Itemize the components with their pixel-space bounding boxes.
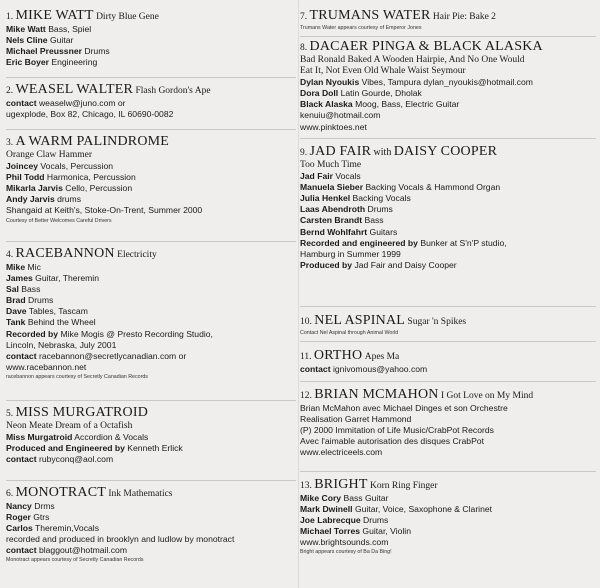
credit-name: Carlos [6,523,33,534]
separator [6,77,296,78]
credit-name: Roger [6,512,31,523]
credit-name: Nels Cline [6,35,48,46]
track-title: Eat It, Not Even Old Whale Waist Seymour [300,66,466,77]
credit-role: Bass Guitar [343,493,389,503]
credit-role: Vocals [335,171,361,182]
credit-role: Guitar [49,35,74,46]
website: www.pinktoes.net [300,121,367,132]
credit-role: Drms [34,501,55,511]
contact-label: contact [300,364,331,374]
website: www.electriceels.com [300,447,383,458]
contact-value: rubyconq@aol.com [38,454,114,465]
credit-role: Harmonica, Percussion [46,172,136,183]
recording-note [6,329,296,340]
separator [6,400,296,401]
track-title: Electricity [117,250,157,260]
contact-line [300,364,596,375]
contact-line [6,454,296,465]
credit-name: Julia Henkel [300,193,351,204]
credit-role: Bass, Spiel [48,24,92,34]
credit-name: Nancy [6,501,32,511]
credit-role: Bass [21,284,41,295]
producer-line [6,443,296,454]
credit-line [300,193,596,204]
separator [6,480,296,481]
track-1 [6,9,296,68]
contact-label: contact [6,350,37,361]
credit-name: Mikarla Jarvis [6,183,63,194]
credit-role: Behind the Wheel [27,317,96,328]
credit-name: Michael Torres [300,526,361,537]
separator [300,471,596,472]
credit-role: Moog, Bass, Electric Guitar [355,99,460,110]
credit-text: Avec l'aimable autorisation des disques CrabPot [300,436,484,447]
artist-name: RACEBANNON [15,246,115,261]
track-title: Sugar 'n Spikes [407,317,467,327]
track-heading [300,349,596,364]
track-10 [300,314,596,337]
produced-value: Jad Fair and Daisy Cooper [354,259,457,270]
track-heading [6,135,296,150]
track-2 [6,83,296,120]
track-3 [6,135,296,225]
credit-role: Guitars [369,226,398,237]
credit-text: (P) 2000 Immitation of Life Music/CrabPot Records [300,425,494,436]
artist-name: TRUMANS WATER [309,8,431,23]
credit-name: Joe Labrecque [300,515,361,526]
track-title: I Got Love on My Mind [441,391,534,401]
artist-name: MISS MURGATROID [15,405,149,420]
credit-line [300,526,596,537]
credit-line [6,306,296,317]
credit-name: Sal [6,284,19,295]
separator [300,306,596,307]
recorded-label: Recorded and engineered by [300,237,418,248]
courtesy-note: Courtesy of Better Welcomes Careful Drivers [6,217,112,224]
credit-role: Guitar, Violin [362,526,411,537]
credit-role: Drums [84,46,110,57]
credit-role: Bass [364,215,384,226]
credit-role: Guitar, Voice, Saxophone & Clarinet [354,504,493,515]
artist-name: DACAER PINGA & BLACK ALASKA [309,39,543,54]
track-heading [6,486,296,501]
credit-line [300,215,596,226]
track-5 [6,406,296,465]
artist-name: DAISY COOPER [393,144,498,159]
artist-name: BRIAN MCMAHON [314,387,439,402]
credit-line [6,284,296,295]
credit-name: Brad [6,295,26,306]
track-heading [300,9,596,24]
column-divider [298,0,299,588]
credit-line [300,171,596,182]
track-number: 12. [300,391,312,401]
credit-name: Laas Abendroth [300,204,366,215]
credit-name: Manuela Sieber [300,182,364,193]
track-8 [300,40,596,133]
credit-name: Joincey [6,161,39,172]
track-title: Bad Ronald Baked A Wooden Hairpie, And No One Would [300,55,525,65]
credit-line [6,194,296,205]
recorded-value: Hamburg in Summer 1999 [300,248,401,259]
track-title: Orange Claw Hammer [6,150,92,160]
credit-line [6,295,296,306]
credit-role: Drums [367,204,393,215]
credit-text: Brian McMahon avec Michael Dinges et son Orchestre [300,403,508,413]
artist-name: NEL ASPINAL [314,313,406,328]
credit-role: Cello, Percussion [65,183,133,194]
contact-label: contact [6,454,37,465]
contact-line [6,545,296,556]
recorded-label: Recorded by [6,328,59,339]
contact-value: www.racebannon.net [6,361,87,372]
track-number: 6. [6,489,14,499]
credit-name: Andy Jarvis [6,194,55,205]
credit-role: drums [57,194,82,205]
credit-line [6,24,296,35]
track-title: Korn Ring Finger [369,481,438,491]
producer-line [300,260,596,271]
recording-note [300,238,596,249]
credit-text: Realisation Garret Hammond [300,414,412,425]
credit-role: Drums [27,295,54,306]
separator [6,129,296,130]
credit-name: Mike Watt [6,24,46,34]
credit-name: Carsten Brandt [300,215,363,226]
contact-value: ignivomous@yahoo.com [332,364,428,374]
track-7 [300,9,596,32]
track-title: Dirty Blue Gene [96,12,159,22]
credit-role: Backing Vocals & Hammond Organ [365,182,501,193]
credit-line [300,515,596,526]
credit-line [6,57,296,68]
courtesy-note: Monotract appears courtesy of Secretly Canadian Records [6,557,144,564]
credit-role: Backing Vocals [352,193,411,204]
contact-line [6,98,296,109]
contact-value: blaggout@hotmail.com [38,545,127,556]
track-4 [6,247,296,381]
track-heading [6,9,296,24]
credit-name: Dylan Nyoukis [300,77,360,88]
credit-line [6,273,296,284]
contact-value: weaselw@juno.com or [38,98,126,108]
credit-line [6,262,296,273]
track-heading [300,478,596,493]
track-number: 3. [6,138,14,148]
separator [300,138,596,139]
contact-value: racebannon@secretlycanadian.com or [38,350,187,361]
track-13 [300,478,596,556]
with-word: with [373,147,392,158]
track-title: Ink Mathematics [108,489,173,499]
contact-label: contact [6,545,37,556]
track-number: 4. [6,250,14,260]
credit-line [6,512,296,523]
track-number: 9. [300,148,308,158]
courtesy-note: Trumans Water appears courtesy of Emperor Jones [300,25,422,31]
website: www.brightsounds.com [300,537,389,548]
artist-name: A WARM PALINDROME [15,134,170,149]
track-number: 10. [300,317,312,327]
track-number: 7. [300,12,308,22]
recording-note: recorded and produced in brooklyn and ludlow by monotract [6,534,235,545]
track-number: 2. [6,86,14,96]
separator [300,36,596,37]
track-number: 13. [300,481,312,491]
credit-role: Gtrs [33,512,50,523]
separator [6,241,296,242]
artist-name: WEASEL WALTER [15,82,134,97]
track-heading [6,406,296,421]
courtesy-note: racebannon appears courtesy of Secretly Canadian Records [6,373,148,380]
recorded-value: Mike Mogis @ Presto Recording Studio, [60,328,213,339]
credit-role: Latin Gourde, Dholak [340,88,422,99]
recorded-value: Lincoln, Nebraska, July 2001 [6,339,117,350]
track-heading [6,247,296,262]
credit-line [6,501,296,512]
track-9 [300,145,596,271]
credit-line [6,35,296,46]
contact-label: contact [6,98,37,108]
track-title: Too Much Time [300,160,362,170]
courtesy-note: Contact Nel Aspinal through Animal World [300,330,399,336]
artist-name: ORTHO [313,348,363,363]
track-heading [300,40,596,55]
track-11 [300,349,596,375]
credit-name: Jad Fair [300,171,333,182]
track-heading [300,314,596,329]
credit-name: Dave [6,306,27,317]
separator [300,341,596,342]
credit-line [6,432,296,443]
track-title: Hair Pie: Bake 2 [432,12,496,22]
produced-label: Produced and Engineered by [6,443,125,454]
track-number: 1. [6,12,14,22]
recorded-value: Bunker at S'n'P studio, [420,237,507,248]
track-heading [300,145,596,160]
credit-name: Mike Cory [300,493,342,503]
credit-line [300,88,596,99]
credit-role: Mic [27,262,41,272]
credit-line [6,172,296,183]
courtesy-note: Bright appears courtesy of Ba Da Bing! [300,549,392,556]
credit-line [6,317,296,328]
credit-line [6,161,296,172]
credit-name: Tank [6,317,26,328]
separator [300,381,596,382]
track-title: Neon Meate Dream of a Octafish [6,421,133,431]
artist-name: JAD FAIR [309,144,372,159]
credit-line [300,182,596,193]
credit-role: Vocals, Percussion [40,161,114,172]
credit-role: Tables, Tascam [28,306,88,317]
produced-value: Kenneth Erlick [127,443,183,454]
credit-name: Eric Boyer [6,57,49,68]
credit-name: Bernd Wohlfahrt [300,226,368,237]
credit-role: Vibes, Tampura dylan_nyoukis@hotmail.com [361,77,533,88]
contact-line [6,109,296,120]
credit-name: Black Alaska [300,99,353,110]
track-heading [300,388,596,403]
credit-role: Drums [363,515,389,526]
credit-line [300,204,596,215]
credit-role: Engineering [51,57,98,68]
contact-value: kenuiu@hotmail.com [300,110,381,121]
artist-name: MONOTRACT [15,485,106,500]
credit-line [300,504,596,515]
credit-name: Dora Doll [300,88,339,99]
track-number: 11. [300,352,312,362]
track-number: 8. [300,43,308,53]
contact-line [6,351,296,362]
contact-value: ugexplode, Box 82, Chicago, IL 60690-0082 [6,109,174,120]
credit-name: Mike [6,262,26,272]
credit-line [6,183,296,194]
track-title: Apes Ma [364,352,400,362]
credit-role: Theremin,Vocals [34,523,99,534]
credit-role: Guitar, Theremin [35,273,100,284]
credit-name: Michael Preussner [6,46,82,57]
artist-name: MIKE WATT [15,8,94,23]
produced-label: Produced by [300,259,353,270]
credit-name: Mark Dwinell [300,504,353,515]
track-number: 5. [6,409,14,419]
credit-line [300,493,596,504]
credit-name: Miss Murgatroid [6,432,73,443]
credit-line [300,227,596,238]
track-title: Flash Gordon's Ape [135,86,211,96]
track-heading [6,83,296,98]
credit-line [300,99,596,110]
credit-role: Accordion & Vocals [74,432,149,443]
credit-line [300,77,596,88]
credit-name: James [6,273,33,284]
recording-note: Shangaid at Keith's, Stoke-On-Trent, Summer 2000 [6,205,203,216]
artist-name: BRIGHT [314,477,368,492]
credit-name: Phil Todd [6,172,45,183]
credit-line [6,523,296,534]
credit-line [6,46,296,57]
track-6 [6,486,296,564]
track-12 [300,388,596,458]
